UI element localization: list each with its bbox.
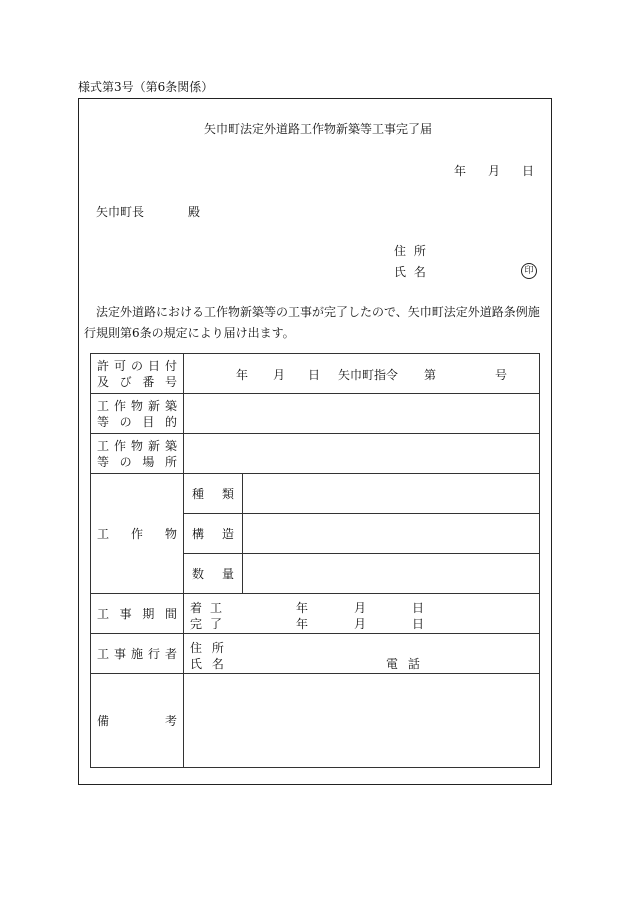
body-text: 法定外道路における工作物新築等の工事が完了したので、矢巾町法定外道路条例施行規則第6条の規定により届け出ます。 (84, 305, 540, 340)
permit-dai: 第 (424, 368, 437, 382)
remarks-label: 備考 (91, 674, 184, 768)
place-input[interactable] (184, 434, 540, 474)
period-start-year: 年 (296, 601, 309, 615)
period-end-month: 月 (354, 617, 367, 631)
structure-type-input[interactable] (243, 474, 540, 514)
permit-label (91, 354, 184, 394)
permit-label-line2: 及び番号 (97, 374, 177, 389)
purpose-label-line2: 等の目的 (97, 414, 177, 429)
seal-mark (521, 262, 537, 279)
contractor-phone-label: 電 話 (386, 657, 423, 671)
contractor-address-label: 住 所 (190, 641, 227, 655)
seal-icon: 印 (521, 263, 537, 279)
remarks-row (91, 674, 540, 768)
purpose-input[interactable] (184, 394, 540, 434)
contractor-value-cell[interactable] (184, 634, 540, 674)
addressee-name: 矢巾町長 (96, 205, 145, 219)
applicant-address-label: 住 所 (394, 244, 428, 258)
remarks-input[interactable] (184, 674, 540, 768)
place-label (91, 434, 184, 474)
period-end-year: 年 (296, 617, 309, 631)
place-label-line2: 等の場所 (97, 454, 177, 469)
permit-month: 月 (273, 368, 286, 382)
applicant-name-label: 氏 名 (394, 265, 428, 279)
submission-date (454, 162, 534, 179)
period-row (91, 594, 540, 634)
form-title: 矢巾町法定外道路工作物新築等工事完了届 (204, 122, 433, 136)
period-start-day: 日 (412, 601, 425, 615)
structure-type-label: 種類 (184, 474, 243, 514)
purpose-label (91, 394, 184, 434)
structure-build-label: 構造 (184, 514, 243, 554)
structure-type-row (91, 474, 540, 514)
structure-label: 工作物 (91, 474, 184, 594)
permit-value-cell[interactable] (184, 354, 540, 394)
place-label-line1: 工作物新築 (97, 438, 177, 453)
permit-label-line1: 許可の日付 (97, 358, 177, 373)
permit-row (91, 354, 540, 394)
period-start-label: 着工 (190, 601, 231, 615)
permit-go: 号 (495, 368, 508, 382)
contractor-name-label: 氏 名 (190, 657, 227, 671)
permit-year: 年 (236, 368, 249, 382)
period-end-day: 日 (412, 617, 425, 631)
contractor-label: 工事施行者 (91, 634, 184, 674)
period-value-cell[interactable] (184, 594, 540, 634)
structure-qty-input[interactable] (243, 554, 540, 594)
structure-qty-label: 数量 (184, 554, 243, 594)
period-end-label: 完了 (190, 617, 231, 631)
period-start-month: 月 (354, 601, 367, 615)
permit-day: 日 (308, 368, 321, 382)
addressee (96, 203, 144, 220)
date-day-label: 日 (521, 164, 534, 178)
place-row (91, 434, 540, 474)
contractor-row (91, 634, 540, 674)
period-label: 工事期間 (91, 594, 184, 634)
purpose-row (91, 394, 540, 434)
permit-designation: 矢巾町指令 (338, 368, 399, 382)
form-number: 様式第3号（第6条関係） (78, 80, 214, 94)
structure-build-input[interactable] (243, 514, 540, 554)
addressee-honorific: 殿 (188, 205, 201, 219)
date-month-label: 月 (487, 164, 500, 178)
purpose-label-line1: 工作物新築 (97, 398, 177, 413)
completion-table (90, 353, 540, 768)
date-year-label: 年 (454, 164, 467, 178)
